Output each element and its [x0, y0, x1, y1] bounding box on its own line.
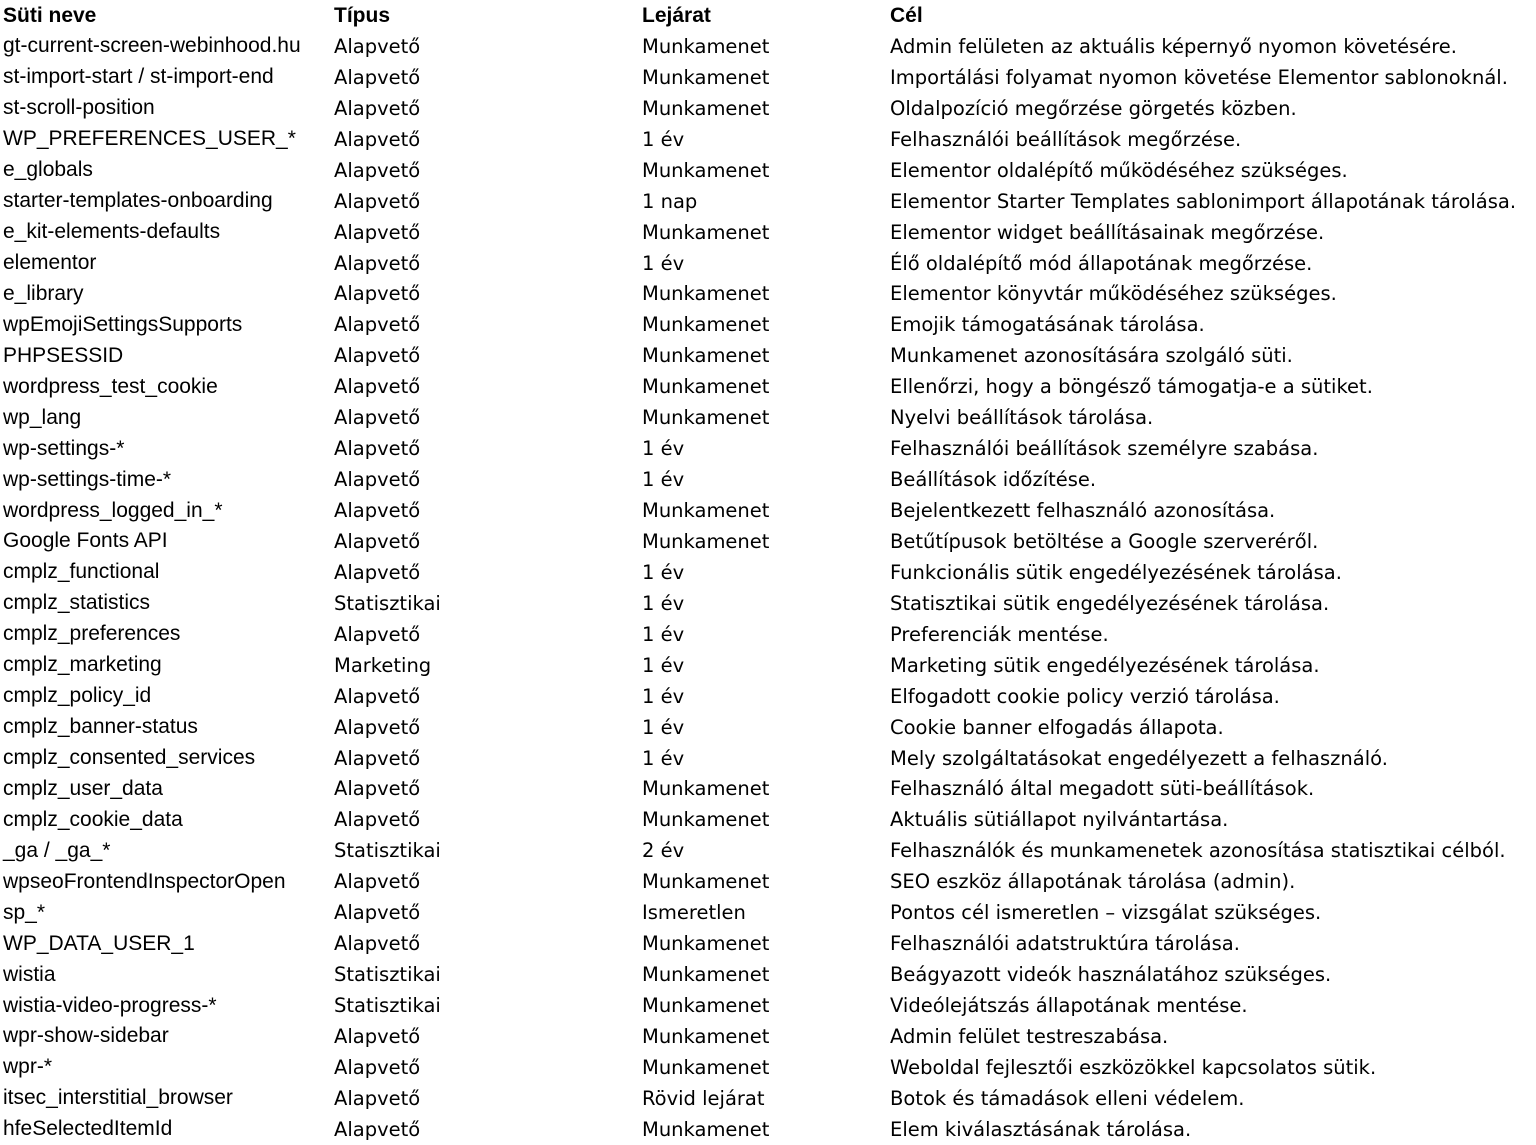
cookie-name-cell: cmplz_statistics [3, 591, 151, 615]
table-row [3, 557, 1533, 588]
cookie-name-cell: wpr-show-sidebar [3, 1024, 169, 1048]
cookie-expiry-cell: Munkamenet [642, 220, 770, 244]
cookie-purpose-cell: Ellenőrzi, hogy a böngésző támogatja-e a sütiket. [890, 375, 1373, 399]
cookie-name-cell: st-scroll-position [3, 96, 155, 120]
cookie-expiry-cell: 1 év [642, 653, 685, 677]
cookie-purpose-cell: Beágyazott videók használatához szükséges. [890, 963, 1332, 987]
cookie-expiry-cell: Munkamenet [642, 529, 770, 553]
cookie-type-cell: Alapvető [334, 529, 421, 553]
cookie-purpose-cell: Marketing sütik engedélyezésének tárolása. [890, 653, 1320, 677]
cookie-name-cell: cmplz_cookie_data [3, 807, 183, 831]
cookie-purpose-cell: Felhasználók és munkamenetek azonosítása statisztikai célból. [890, 839, 1506, 863]
header-row [3, 0, 1533, 31]
cookie-expiry-cell: Munkamenet [642, 963, 770, 987]
cookie-purpose-cell: Preferenciák mentése. [890, 622, 1109, 646]
cookie-name-cell: WP_DATA_USER_1 [3, 931, 195, 955]
cookie-expiry-cell: 1 év [642, 468, 685, 492]
cookie-expiry-cell: Munkamenet [642, 96, 770, 120]
cookie-name-cell: wpr-* [3, 1055, 53, 1079]
table-row [3, 217, 1533, 248]
table-row [3, 464, 1533, 495]
table-row [3, 279, 1533, 310]
cookie-type-cell: Alapvető [334, 1086, 421, 1110]
table-row [3, 155, 1533, 186]
cookie-type-cell: Alapvető [334, 220, 421, 244]
cookie-type-cell: Alapvető [334, 344, 421, 368]
cookie-purpose-cell: Felhasználói adatstruktúra tárolása. [890, 932, 1240, 956]
cookie-expiry-cell: Munkamenet [642, 313, 770, 337]
cookie-expiry-cell: 1 év [642, 622, 685, 646]
table-row [3, 866, 1533, 897]
cookie-name-cell: wp_lang [3, 405, 82, 429]
table-row [3, 990, 1533, 1021]
cookie-purpose-cell: Oldalpozíció megőrzése görgetés közben. [890, 96, 1297, 120]
cookie-expiry-cell: 1 év [642, 251, 685, 275]
table-row [3, 433, 1533, 464]
cookie-type-cell: Alapvető [334, 189, 421, 213]
cookie-type-cell: Statisztikai [334, 839, 441, 863]
table-row [3, 774, 1533, 805]
table-row [3, 1021, 1533, 1052]
cookie-type-cell: Alapvető [334, 65, 421, 89]
cookie-name-cell: WP_PREFERENCES_USER_* [3, 127, 296, 151]
cookie-purpose-cell: Statisztikai sütik engedélyezésének tárolása. [890, 591, 1330, 615]
cookie-purpose-cell: Élő oldalépítő mód állapotának megőrzése. [890, 251, 1313, 275]
table-row [3, 495, 1533, 526]
cookie-expiry-cell: 1 nap [642, 189, 698, 213]
cookie-purpose-cell: Emojik támogatásának tárolása. [890, 313, 1205, 337]
cookie-type-cell: Statisztikai [334, 994, 441, 1018]
cookie-name-cell: gt-current-screen-webinhood.hu [3, 34, 301, 58]
cookie-type-cell: Alapvető [334, 251, 421, 275]
cookie-name-cell: wpEmojiSettingsSupports [3, 312, 243, 336]
cookie-expiry-cell: Munkamenet [642, 406, 770, 430]
table-row [3, 526, 1533, 557]
cookie-expiry-cell: Munkamenet [642, 1117, 770, 1141]
cookie-type-cell: Alapvető [334, 870, 421, 894]
cookie-type-cell: Alapvető [334, 282, 421, 306]
cookie-purpose-cell: Bejelentkezett felhasználó azonosítása. [890, 499, 1276, 523]
cookie-expiry-cell: 1 év [642, 591, 685, 615]
cookie-name-cell: wistia [3, 962, 56, 986]
cookie-name-cell: hfeSelectedItemId [3, 1117, 173, 1141]
table-row [3, 835, 1533, 866]
cookie-type-cell: Statisztikai [334, 963, 441, 987]
cookie-name-cell: cmplz_user_data [3, 776, 163, 800]
cookie-expiry-cell: 1 év [642, 715, 685, 739]
cookie-name-cell: sp_* [3, 900, 46, 924]
table-row [3, 62, 1533, 93]
cookie-purpose-cell: Beállítások időzítése. [890, 468, 1097, 492]
cookie-name-cell: wpseoFrontendInspectorOpen [3, 869, 286, 893]
cookie-name-cell: PHPSESSID [3, 343, 124, 367]
cookie-name-cell: itsec_interstitial_browser [3, 1086, 233, 1110]
cookie-type-cell: Alapvető [334, 777, 421, 801]
cookie-type-cell: Alapvető [334, 622, 421, 646]
cookie-expiry-cell: Munkamenet [642, 65, 770, 89]
header-expiry: Lejárat [642, 3, 711, 27]
cookie-purpose-cell: Elementor oldalépítő működéséhez szükséges. [890, 158, 1348, 182]
table-row [3, 124, 1533, 155]
header-cookie-name: Süti neve [3, 3, 97, 27]
cookie-name-cell: wp-settings-time-* [3, 467, 172, 491]
cookie-purpose-cell: Felhasználói beállítások megőrzése. [890, 127, 1242, 151]
cookie-expiry-cell: Munkamenet [642, 1024, 770, 1048]
cookie-type-cell: Alapvető [334, 560, 421, 584]
cookie-type-cell: Alapvető [334, 746, 421, 770]
table-row [3, 681, 1533, 712]
cookie-type-cell: Alapvető [334, 901, 421, 925]
cookie-expiry-cell: 1 év [642, 560, 685, 584]
cookie-type-cell: Alapvető [334, 437, 421, 461]
cookie-expiry-cell: 1 év [642, 437, 685, 461]
cookie-purpose-cell: Felhasználó által megadott süti-beállítások. [890, 777, 1315, 801]
table-row [3, 619, 1533, 650]
cookie-expiry-cell: Munkamenet [642, 499, 770, 523]
cookie-purpose-cell: Weboldal fejlesztői eszközökkel kapcsolatos sütik. [890, 1055, 1377, 1079]
cookie-purpose-cell: Betűtípusok betöltése a Google szerveréről. [890, 529, 1319, 553]
cookie-type-cell: Alapvető [334, 158, 421, 182]
cookie-purpose-cell: Elfogadott cookie policy verzió tárolása. [890, 684, 1280, 708]
cookie-expiry-cell: Munkamenet [642, 282, 770, 306]
cookie-name-cell: wp-settings-* [3, 436, 125, 460]
cookie-expiry-cell: Munkamenet [642, 994, 770, 1018]
cookie-type-cell: Alapvető [334, 808, 421, 832]
cookie-expiry-cell: Ismeretlen [642, 901, 746, 925]
cookie-name-cell: e_globals [3, 158, 93, 182]
cookie-name-cell: elementor [3, 251, 97, 275]
cookie-name-cell: cmplz_functional [3, 560, 160, 584]
table-row [3, 897, 1533, 928]
cookie-name-cell: starter-templates-onboarding [3, 189, 273, 213]
table-body [3, 31, 1533, 1145]
cookie-name-cell: wordpress_test_cookie [3, 374, 218, 398]
cookie-expiry-cell: 1 év [642, 684, 685, 708]
cookie-type-cell: Alapvető [334, 406, 421, 430]
cookie-name-cell: wistia-video-progress-* [3, 993, 217, 1017]
table-row [3, 340, 1533, 371]
cookie-purpose-cell: Mely szolgáltatásokat engedélyezett a felhasználó. [890, 746, 1388, 770]
cookie-type-cell: Marketing [334, 653, 432, 677]
cookie-name-cell: e_kit-elements-defaults [3, 220, 221, 244]
cookie-type-cell: Alapvető [334, 1117, 421, 1141]
cookie-table [3, 0, 1533, 1145]
cookie-purpose-cell: Aktuális sütiállapot nyilvántartása. [890, 808, 1229, 832]
cookie-type-cell: Alapvető [334, 127, 421, 151]
table-row [3, 186, 1533, 217]
cookie-name-cell: Google Fonts API [3, 529, 168, 553]
cookie-name-cell: st-import-start / st-import-end [3, 65, 274, 89]
cookie-purpose-cell: Videólejátszás állapotának mentése. [890, 994, 1248, 1018]
header-type: Típus [334, 3, 390, 27]
cookie-expiry-cell: Munkamenet [642, 808, 770, 832]
cookie-name-cell: cmplz_policy_id [3, 684, 152, 708]
cookie-purpose-cell: Pontos cél ismeretlen – vizsgálat szükséges. [890, 901, 1322, 925]
table-header [3, 0, 1533, 31]
cookie-type-cell: Alapvető [334, 468, 421, 492]
cookie-purpose-cell: Admin felület testreszabása. [890, 1024, 1169, 1048]
table-row [3, 743, 1533, 774]
table-row [3, 712, 1533, 743]
cookie-name-cell: cmplz_marketing [3, 653, 162, 677]
cookie-purpose-cell: Funkcionális sütik engedélyezésének tárolása. [890, 560, 1342, 584]
cookie-type-cell: Statisztikai [334, 591, 441, 615]
cookie-expiry-cell: Munkamenet [642, 777, 770, 801]
cookie-expiry-cell: Munkamenet [642, 344, 770, 368]
cookie-purpose-cell: Importálási folyamat nyomon követése Elementor sablonoknál. [890, 65, 1508, 89]
cookie-expiry-cell: Munkamenet [642, 1055, 770, 1079]
cookie-type-cell: Alapvető [334, 375, 421, 399]
cookie-expiry-cell: Munkamenet [642, 375, 770, 399]
table-row [3, 959, 1533, 990]
cookie-type-cell: Alapvető [334, 34, 421, 58]
cookie-purpose-cell: Elementor widget beállításainak megőrzése. [890, 220, 1325, 244]
table-row [3, 402, 1533, 433]
cookie-purpose-cell: Elementor Starter Templates sablonimport állapotának tárolása. [890, 189, 1517, 213]
cookie-expiry-cell: 1 év [642, 746, 685, 770]
table-row [3, 1114, 1533, 1145]
cookie-purpose-cell: Elementor könyvtár működéséhez szükséges. [890, 282, 1337, 306]
cookie-purpose-cell: SEO eszköz állapotának tárolása (admin). [890, 870, 1296, 894]
cookie-name-cell: wordpress_logged_in_* [3, 498, 223, 522]
cookie-type-cell: Alapvető [334, 715, 421, 739]
cookie-expiry-cell: Munkamenet [642, 932, 770, 956]
cookie-purpose-cell: Munkamenet azonosítására szolgáló süti. [890, 344, 1293, 368]
cookie-expiry-cell: 1 év [642, 127, 685, 151]
table-row [3, 1052, 1533, 1083]
table-row [3, 588, 1533, 619]
cookie-type-cell: Alapvető [334, 499, 421, 523]
cookie-type-cell: Alapvető [334, 313, 421, 337]
table-row [3, 309, 1533, 340]
cookie-expiry-cell: Munkamenet [642, 34, 770, 58]
table-row [3, 804, 1533, 835]
table-row [3, 650, 1533, 681]
cookie-type-cell: Alapvető [334, 96, 421, 120]
table-row [3, 248, 1533, 279]
table-row [3, 93, 1533, 124]
cookie-purpose-cell: Felhasználói beállítások személyre szabása. [890, 437, 1319, 461]
header-purpose: Cél [890, 3, 923, 27]
cookie-name-cell: cmplz_consented_services [3, 746, 256, 770]
cookie-type-cell: Alapvető [334, 932, 421, 956]
table-row [3, 31, 1533, 62]
cookie-name-cell: cmplz_preferences [3, 622, 181, 646]
cookie-expiry-cell: Munkamenet [642, 158, 770, 182]
cookie-purpose-cell: Cookie banner elfogadás állapota. [890, 715, 1224, 739]
cookie-expiry-cell: Munkamenet [642, 870, 770, 894]
cookie-type-cell: Alapvető [334, 1055, 421, 1079]
cookie-purpose-cell: Nyelvi beállítások tárolása. [890, 406, 1154, 430]
cookie-purpose-cell: Admin felületen az aktuális képernyő nyomon követésére. [890, 34, 1458, 58]
cookie-name-cell: _ga / _ga_* [3, 838, 111, 862]
cookie-type-cell: Alapvető [334, 684, 421, 708]
table-row [3, 371, 1533, 402]
cookie-purpose-cell: Botok és támadások elleni védelem. [890, 1086, 1245, 1110]
cookie-name-cell: e_library [3, 281, 84, 305]
cookie-type-cell: Alapvető [334, 1024, 421, 1048]
cookie-purpose-cell: Elem kiválasztásának tárolása. [890, 1117, 1192, 1141]
table-row [3, 1083, 1533, 1114]
cookie-name-cell: cmplz_banner-status [3, 715, 198, 739]
cookie-expiry-cell: 2 év [642, 839, 685, 863]
cookie-expiry-cell: Rövid lejárat [642, 1086, 765, 1110]
table-row [3, 928, 1533, 959]
